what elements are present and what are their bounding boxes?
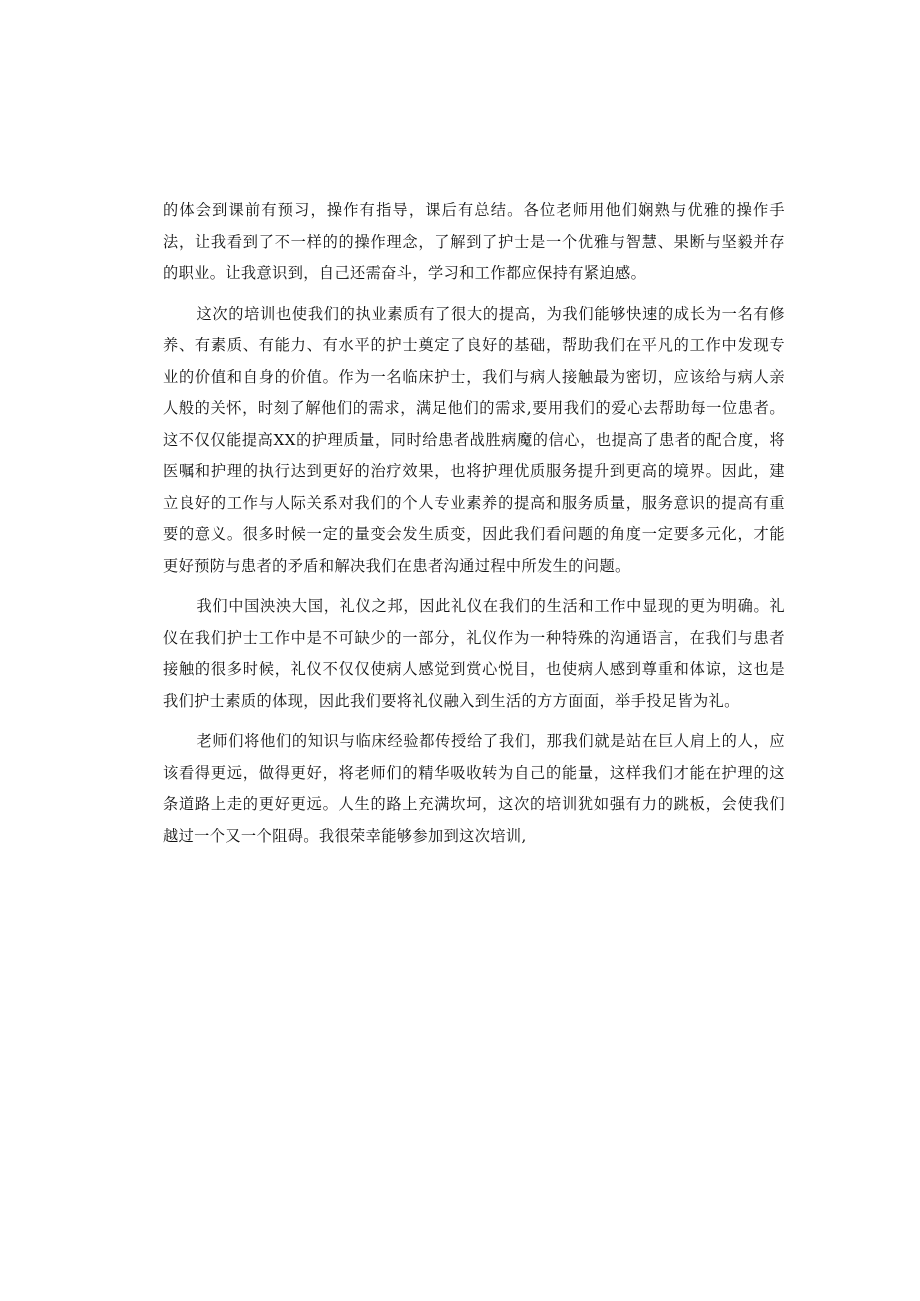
paragraph-2: 这次的培训也使我们的执业素质有了很大的提高，为我们能够快速的成长为一名有修养、有素质、有能力、有水平的护士奠定了良好的基础，帮助我们在平凡的工作中发现专业的价值和自身的价值。作为一名临床护士，我们与病人接触最为密切，应该给与病人亲人般的关怀，时刻了解他们的需求，满足他们的需求,要用我们的爱心去帮助每一位患者。这不仅仅能提高XX的护理质量，同时给患者战胜病魔的信心，也提高了患者的配合度，将医嘱和护理的执行达到更好的治疗效果，也将护理优质服务提升到更高的境界。因此，建立良好的工作与人际关系对我们的个人专业素养的提高和服务质量，服务意识的提高有重要的意义。很多时候一定的量变会发生质变，因此我们看问题的角度一定要多元化，才能更好预防与患者的矛盾和解决我们在患者沟通过程中所发生的问题。: [163, 304, 785, 575]
paragraph-4: 老师们将他们的知识与临床经验都传授给了我们，那我们就是站在巨人肩上的人，应该看得更远，做得更好，将老师们的精华吸收转为自己的能量，这样我们才能在护理的这条道路上走的更好更远。人生的路上充满坎坷，这次的培训犹如强有力的跳板，会使我们越过一个又一个阻碍。我很荣幸能够参加到这次培训,: [163, 732, 785, 845]
document-body: [163, 195, 785, 861]
paragraph-1: 的体会到课前有预习，操作有指导，课后有总结。各位老师用他们娴熟与优雅的操作手法，让我看到了不一样的的操作理念，了解到了护士是一个优雅与智慧、果断与坚毅并存的职业。让我意识到，自己还需奋斗，学习和工作都应保持有紧迫感。: [163, 201, 785, 282]
paragraph-3: 我们中国泱泱大国，礼仪之邦，因此礼仪在我们的生活和工作中显现的更为明确。礼仪在我们护士工作中是不可缺少的一部分，礼仪作为一种特殊的沟通语言，在我们与患者接触的很多时候，礼仪不仅仅使病人感觉到赏心悦目，也使病人感到尊重和体谅，这也是我们护士素质的体现，因此我们要将礼仪融入到生活的方方面面，举手投足皆为礼。: [163, 597, 785, 710]
